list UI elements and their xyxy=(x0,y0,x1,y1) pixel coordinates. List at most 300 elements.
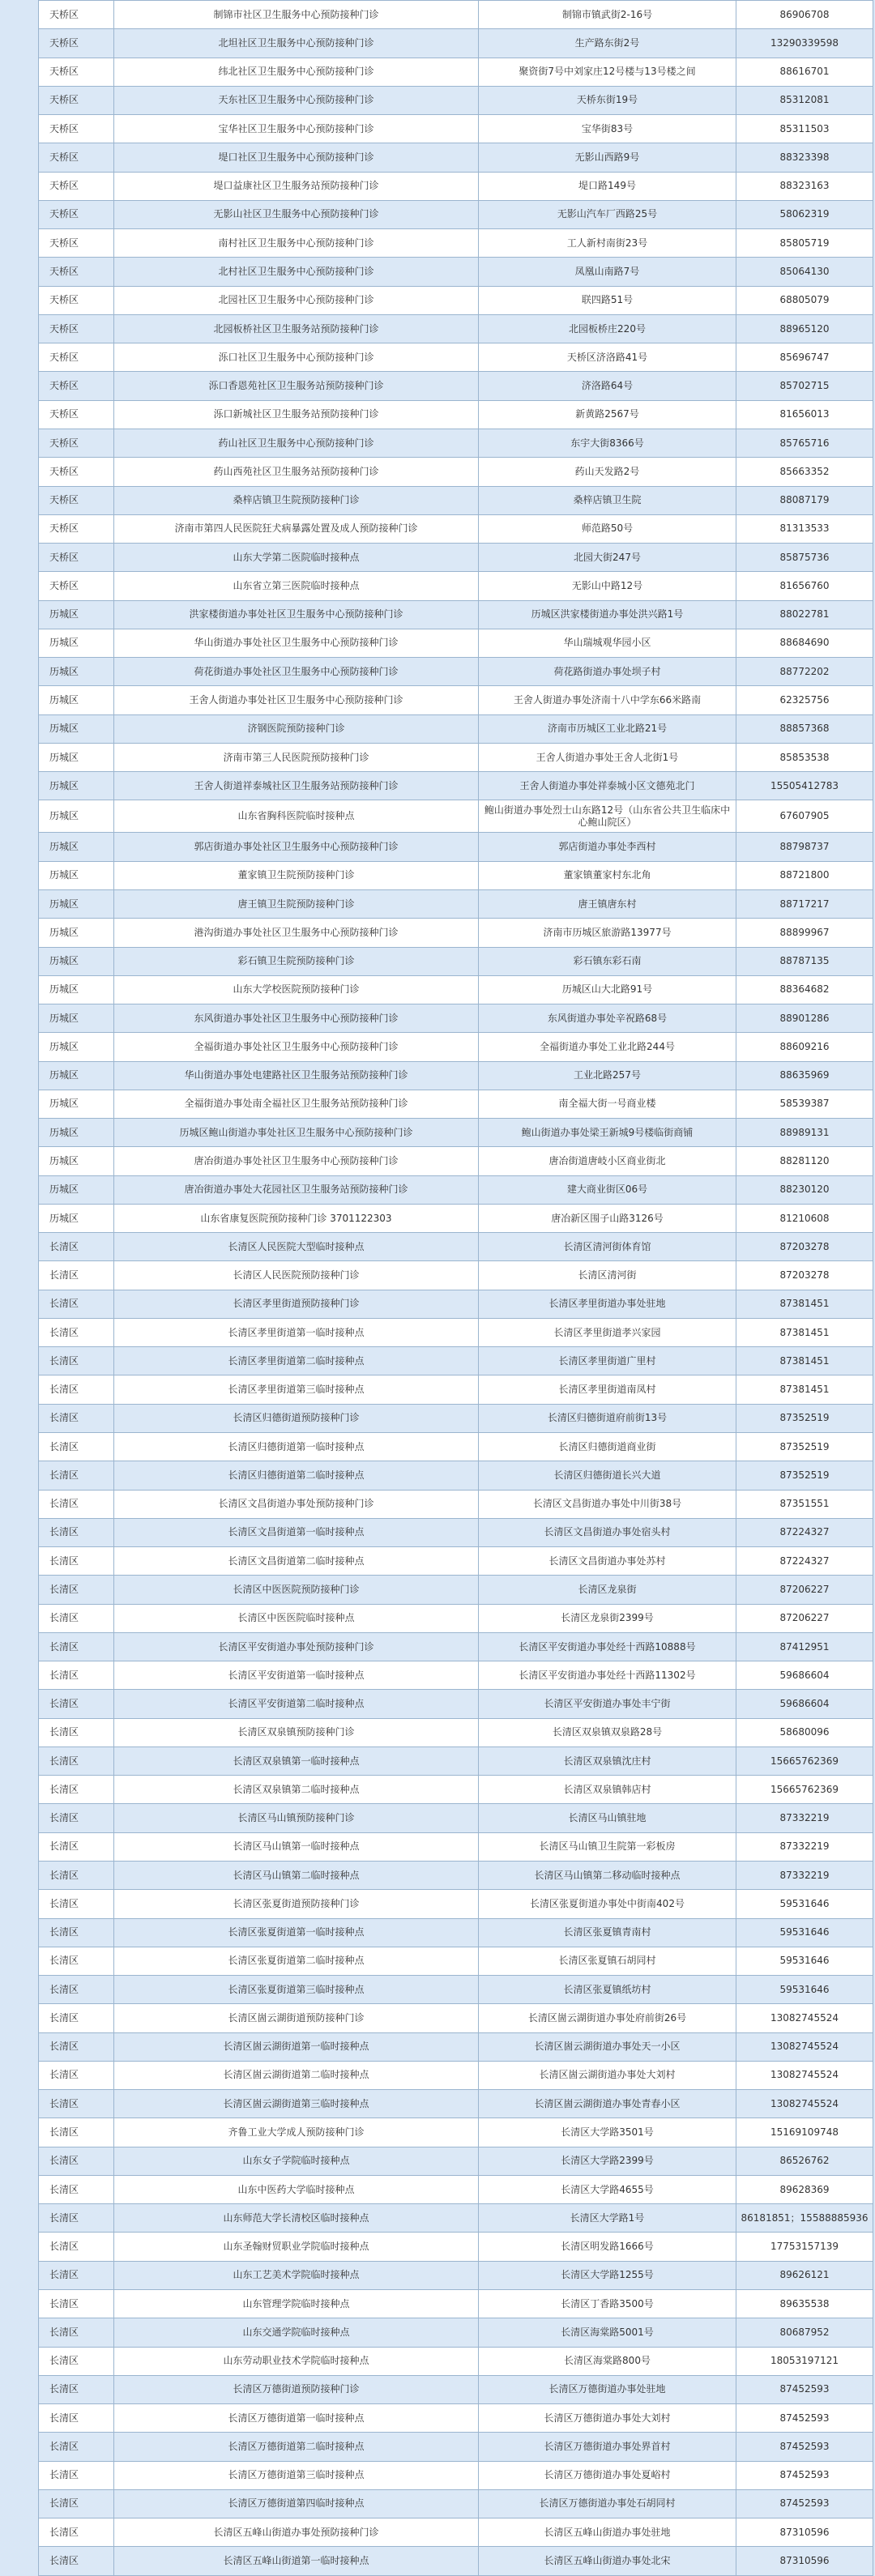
address-cell: 工业北路257号 xyxy=(479,1061,736,1090)
address-cell: 东风街道办事处辛祝路68号 xyxy=(479,1004,736,1033)
address-cell: 凤凰山南路7号 xyxy=(479,258,736,286)
clinic-name-cell: 药山西苑社区卫生服务站预防接种门诊 xyxy=(114,458,479,486)
table-row xyxy=(39,1690,873,1718)
address-cell: 长清区归德街道府前街13号 xyxy=(479,1404,736,1432)
phone-cell: 85853538 xyxy=(736,743,873,771)
clinic-name-cell: 山东大学校医院预防接种门诊 xyxy=(114,975,479,1004)
district-cell: 长清区 xyxy=(39,1746,114,1775)
district-cell: 历城区 xyxy=(39,714,114,743)
address-cell: 长清区双泉镇韩店村 xyxy=(479,1776,736,1804)
clinic-name-cell: 东风街道办事处社区卫生服务中心预防接种门诊 xyxy=(114,1004,479,1033)
address-cell: 建大商业街区06号 xyxy=(479,1175,736,1204)
address-cell: 长清区大学路4655号 xyxy=(479,2175,736,2203)
table-row xyxy=(39,200,873,228)
phone-cell: 88616701 xyxy=(736,58,873,86)
clinic-name-cell: 桑梓店镇卫生院预防接种门诊 xyxy=(114,486,479,514)
table-row xyxy=(39,1433,873,1461)
table-row xyxy=(39,1061,873,1090)
clinic-name-cell: 山东管理学院临时接种点 xyxy=(114,2289,479,2318)
phone-cell: 88364682 xyxy=(736,975,873,1004)
clinic-name-cell: 山东省胸科医院临时接种点 xyxy=(114,800,479,833)
address-cell: 历城区山大北路91号 xyxy=(479,975,736,1004)
table-row xyxy=(39,947,873,975)
phone-cell: 59531646 xyxy=(736,1890,873,1918)
phone-cell: 87310596 xyxy=(736,2547,873,2575)
address-cell: 长清区万德街道办事处石胡同村 xyxy=(479,2489,736,2518)
district-cell: 天桥区 xyxy=(39,514,114,543)
clinic-name-cell: 唐王镇卫生院预防接种门诊 xyxy=(114,889,479,918)
table-row xyxy=(39,1976,873,2004)
district-cell: 长清区 xyxy=(39,1576,114,1604)
district-cell: 天桥区 xyxy=(39,544,114,572)
clinic-name-cell: 长清区文昌街道第一临时接种点 xyxy=(114,1518,479,1546)
district-cell: 长清区 xyxy=(39,2489,114,2518)
district-cell: 长清区 xyxy=(39,2347,114,2375)
table-row xyxy=(39,1090,873,1118)
address-cell: 天桥区济洛路41号 xyxy=(479,343,736,372)
table-row xyxy=(39,429,873,457)
address-cell: 长清区孝里街道广里村 xyxy=(479,1347,736,1375)
district-cell: 历城区 xyxy=(39,600,114,629)
phone-cell: 87452593 xyxy=(736,2461,873,2489)
clinic-name-cell: 长清区张夏街道第一临时接种点 xyxy=(114,1918,479,1947)
phone-cell: 87332219 xyxy=(736,1832,873,1861)
phone-cell: 13082745524 xyxy=(736,2032,873,2061)
phone-cell: 59686604 xyxy=(736,1661,873,1690)
clinic-name-cell: 天东社区卫生服务中心预防接种门诊 xyxy=(114,86,479,114)
address-cell: 唐冶街道唐岐小区商业街北 xyxy=(479,1147,736,1175)
address-cell: 制锦市镇武街2-16号 xyxy=(479,1,736,29)
phone-cell: 88635969 xyxy=(736,1061,873,1090)
district-cell: 长清区 xyxy=(39,2261,114,2289)
phone-cell: 88965120 xyxy=(736,314,873,343)
phone-cell: 81656760 xyxy=(736,572,873,600)
clinic-name-cell: 山东劳动职业技术学院临时接种点 xyxy=(114,2347,479,2375)
district-cell: 长清区 xyxy=(39,1490,114,1518)
phone-cell: 87206227 xyxy=(736,1576,873,1604)
district-cell: 长清区 xyxy=(39,1976,114,2004)
table-row xyxy=(39,2404,873,2433)
table-row xyxy=(39,1804,873,1832)
address-cell: 长清区万德街道办事处界首村 xyxy=(479,2433,736,2461)
table-row xyxy=(39,1347,873,1375)
district-cell: 长清区 xyxy=(39,1947,114,1975)
phone-cell: 87381451 xyxy=(736,1290,873,1318)
clinic-name-cell: 山东交通学院临时接种点 xyxy=(114,2318,479,2347)
table-row xyxy=(39,1947,873,1975)
district-cell: 长清区 xyxy=(39,2090,114,2118)
phone-cell: 87452593 xyxy=(736,2375,873,2403)
table-row xyxy=(39,1776,873,1804)
district-cell: 长清区 xyxy=(39,1604,114,1632)
address-cell: 北园大街247号 xyxy=(479,544,736,572)
district-cell: 长清区 xyxy=(39,1690,114,1718)
phone-cell: 87381451 xyxy=(736,1347,873,1375)
district-cell: 长清区 xyxy=(39,1375,114,1404)
phone-cell: 88230120 xyxy=(736,1175,873,1204)
district-cell: 天桥区 xyxy=(39,429,114,457)
clinic-name-cell: 泺口新城社区卫生服务站预防接种门诊 xyxy=(114,400,479,429)
phone-cell: 85875736 xyxy=(736,544,873,572)
clinic-name-cell: 长清区孝里街道第一临时接种点 xyxy=(114,1318,479,1346)
district-cell: 长清区 xyxy=(39,1318,114,1346)
clinic-name-cell: 南村社区卫生服务中心预防接种门诊 xyxy=(114,229,479,258)
phone-cell: 15505412783 xyxy=(736,772,873,800)
table-row xyxy=(39,1290,873,1318)
phone-cell: 87351551 xyxy=(736,1490,873,1518)
district-cell: 天桥区 xyxy=(39,29,114,58)
phone-cell: 85702715 xyxy=(736,372,873,400)
address-cell: 济南市历城区工业北路21号 xyxy=(479,714,736,743)
clinic-name-cell: 济南市第四人民医院狂犬病暴露处置及成人预防接种门诊 xyxy=(114,514,479,543)
district-cell: 天桥区 xyxy=(39,458,114,486)
phone-cell: 87452593 xyxy=(736,2433,873,2461)
address-cell: 长清区海棠路5001号 xyxy=(479,2318,736,2347)
address-cell: 长清区马山镇驻地 xyxy=(479,1804,736,1832)
district-cell: 天桥区 xyxy=(39,172,114,200)
table-row xyxy=(39,1632,873,1661)
clinic-name-cell: 长清区双泉镇第一临时接种点 xyxy=(114,1746,479,1775)
table-row xyxy=(39,2090,873,2118)
district-cell: 长清区 xyxy=(39,1804,114,1832)
address-cell: 彩石镇东彩石南 xyxy=(479,947,736,975)
phone-cell: 88721800 xyxy=(736,861,873,889)
phone-cell: 13082745524 xyxy=(736,2061,873,2089)
address-cell: 聚资街7号中刘家庄12号楼与13号楼之间 xyxy=(479,58,736,86)
address-cell: 长清区马山镇第二移动临时接种点 xyxy=(479,1862,736,1890)
phone-cell: 87381451 xyxy=(736,1375,873,1404)
address-cell: 长清区双泉镇双泉路28号 xyxy=(479,1718,736,1746)
clinic-name-cell: 长清区万德街道第二临时接种点 xyxy=(114,2433,479,2461)
clinic-name-cell: 长清区五峰山街道第一临时接种点 xyxy=(114,2547,479,2575)
district-cell: 天桥区 xyxy=(39,286,114,314)
table-row xyxy=(39,658,873,686)
district-cell: 历城区 xyxy=(39,947,114,975)
district-cell: 历城区 xyxy=(39,1033,114,1061)
phone-cell: 87352519 xyxy=(736,1461,873,1490)
address-cell: 天桥东街19号 xyxy=(479,86,736,114)
phone-cell: 88609216 xyxy=(736,1033,873,1061)
address-cell: 南全福大街一号商业楼 xyxy=(479,1090,736,1118)
address-cell: 长清区孝里街道孝兴家园 xyxy=(479,1318,736,1346)
address-cell: 工人新村南街23号 xyxy=(479,229,736,258)
table-row xyxy=(39,2061,873,2089)
district-cell: 长清区 xyxy=(39,2061,114,2089)
address-cell: 鲍山街道办事处烈士山东路12号（山东省公共卫生临床中心鲍山院区） xyxy=(479,800,736,833)
table-row xyxy=(39,1147,873,1175)
address-cell: 长清区马山镇卫生院第一彩板房 xyxy=(479,1832,736,1861)
table-row xyxy=(39,2261,873,2289)
clinic-name-cell: 长清区孝里街道预防接种门诊 xyxy=(114,1290,479,1318)
vaccination-site-table xyxy=(38,0,873,2576)
clinic-name-cell: 董家镇卫生院预防接种门诊 xyxy=(114,861,479,889)
clinic-name-cell: 郭店街道办事处社区卫生服务中心预防接种门诊 xyxy=(114,833,479,861)
address-cell: 郭店街道办事处李西村 xyxy=(479,833,736,861)
clinic-name-cell: 唐冶街道办事处大花园社区卫生服务站预防接种门诊 xyxy=(114,1175,479,1204)
phone-cell: 85311503 xyxy=(736,115,873,143)
address-cell: 华山瑞城观华园小区 xyxy=(479,629,736,657)
clinic-name-cell: 长清区孝里街道第二临时接种点 xyxy=(114,1347,479,1375)
clinic-name-cell: 长清区双泉镇第二临时接种点 xyxy=(114,1776,479,1804)
address-cell: 长清区崮云湖街道办事处青春小区 xyxy=(479,2090,736,2118)
table-row xyxy=(39,1547,873,1576)
table-row xyxy=(39,229,873,258)
clinic-name-cell: 长清区孝里街道第三临时接种点 xyxy=(114,1375,479,1404)
phone-cell: 58539387 xyxy=(736,1090,873,1118)
district-cell: 长清区 xyxy=(39,1890,114,1918)
clinic-name-cell: 药山社区卫生服务中心预防接种门诊 xyxy=(114,429,479,457)
district-cell: 历城区 xyxy=(39,889,114,918)
phone-cell: 87381451 xyxy=(736,1318,873,1346)
address-cell: 新黄路2567号 xyxy=(479,400,736,429)
district-cell: 历城区 xyxy=(39,919,114,947)
address-cell: 鲍山街道办事处梁王新城9号楼临街商铺 xyxy=(479,1119,736,1147)
address-cell: 桑梓店镇卫生院 xyxy=(479,486,736,514)
district-cell: 长清区 xyxy=(39,2404,114,2433)
district-cell: 长清区 xyxy=(39,1862,114,1890)
address-cell: 长清区崮云湖街道办事处府前街26号 xyxy=(479,2004,736,2032)
table-row xyxy=(39,343,873,372)
phone-cell: 87206227 xyxy=(736,1604,873,1632)
district-cell: 天桥区 xyxy=(39,314,114,343)
district-cell: 历城区 xyxy=(39,658,114,686)
table-row xyxy=(39,686,873,714)
phone-cell: 87352519 xyxy=(736,1404,873,1432)
table-row xyxy=(39,2489,873,2518)
clinic-name-cell: 济南市第三人民医院预防接种门诊 xyxy=(114,743,479,771)
table-row xyxy=(39,1862,873,1890)
table-row xyxy=(39,544,873,572)
district-cell: 天桥区 xyxy=(39,115,114,143)
clinic-name-cell: 长清区归德街道预防接种门诊 xyxy=(114,1404,479,1432)
clinic-name-cell: 山东省立第三医院临时接种点 xyxy=(114,572,479,600)
clinic-name-cell: 山东圣翰财贸职业学院临时接种点 xyxy=(114,2233,479,2261)
clinic-name-cell: 洪家楼街道办事处社区卫生服务中心预防接种门诊 xyxy=(114,600,479,629)
table-row xyxy=(39,1461,873,1490)
address-cell: 济南市历城区旅游路13977号 xyxy=(479,919,736,947)
clinic-name-cell: 长清区张夏街道预防接种门诊 xyxy=(114,1890,479,1918)
address-cell: 长清区五峰山街道办事处北宋 xyxy=(479,2547,736,2575)
phone-cell: 85805719 xyxy=(736,229,873,258)
table-row xyxy=(39,2118,873,2147)
clinic-name-cell: 长清区崮云湖街道第三临时接种点 xyxy=(114,2090,479,2118)
table-row xyxy=(39,1175,873,1204)
clinic-name-cell: 山东工艺美术学院临时接种点 xyxy=(114,2261,479,2289)
address-cell: 长清区海棠路800号 xyxy=(479,2347,736,2375)
phone-cell: 88087179 xyxy=(736,486,873,514)
table-row xyxy=(39,889,873,918)
address-cell: 联四路51号 xyxy=(479,286,736,314)
district-cell: 长清区 xyxy=(39,2289,114,2318)
clinic-name-cell: 长清区马山镇预防接种门诊 xyxy=(114,1804,479,1832)
phone-cell: 89628369 xyxy=(736,2175,873,2203)
phone-cell: 87332219 xyxy=(736,1862,873,1890)
table-row xyxy=(39,1375,873,1404)
phone-cell: 87332219 xyxy=(736,1804,873,1832)
address-cell: 长清区崮云湖街道办事处天一小区 xyxy=(479,2032,736,2061)
district-cell: 长清区 xyxy=(39,2547,114,2575)
table-row xyxy=(39,1518,873,1546)
address-cell: 长清区清河街 xyxy=(479,1261,736,1290)
district-cell: 历城区 xyxy=(39,1119,114,1147)
clinic-name-cell: 长清区文昌街道第二临时接种点 xyxy=(114,1547,479,1576)
clinic-name-cell: 山东省康复医院预防接种门诊 3701122303 xyxy=(114,1204,479,1232)
address-cell: 长清区文昌街道办事处苏村 xyxy=(479,1547,736,1576)
phone-cell: 88899967 xyxy=(736,919,873,947)
table-row xyxy=(39,2204,873,2233)
clinic-name-cell: 长清区归德街道第一临时接种点 xyxy=(114,1433,479,1461)
district-cell: 长清区 xyxy=(39,1518,114,1546)
phone-cell: 88684690 xyxy=(736,629,873,657)
table-row xyxy=(39,172,873,200)
phone-cell: 88901286 xyxy=(736,1004,873,1033)
phone-cell: 15665762369 xyxy=(736,1746,873,1775)
phone-cell: 59686604 xyxy=(736,1690,873,1718)
table-row xyxy=(39,258,873,286)
phone-cell: 17753157139 xyxy=(736,2233,873,2261)
phone-cell: 88787135 xyxy=(736,947,873,975)
phone-cell: 85663352 xyxy=(736,458,873,486)
phone-cell: 87452593 xyxy=(736,2404,873,2433)
table-row xyxy=(39,1604,873,1632)
table-row xyxy=(39,2289,873,2318)
address-cell: 长清区双泉镇沈庄村 xyxy=(479,1746,736,1775)
clinic-name-cell: 长清区马山镇第一临时接种点 xyxy=(114,1832,479,1861)
table-row xyxy=(39,86,873,114)
table-row xyxy=(39,629,873,657)
clinic-name-cell: 北园板桥社区卫生服务站预防接种门诊 xyxy=(114,314,479,343)
phone-cell: 88323163 xyxy=(736,172,873,200)
clinic-name-cell: 荷花街道办事处社区卫生服务中心预防接种门诊 xyxy=(114,658,479,686)
table-row xyxy=(39,1576,873,1604)
table-row xyxy=(39,1318,873,1346)
table-row xyxy=(39,2233,873,2261)
table-row xyxy=(39,861,873,889)
clinic-name-cell: 彩石镇卫生院预防接种门诊 xyxy=(114,947,479,975)
clinic-name-cell: 长清区马山镇第二临时接种点 xyxy=(114,1862,479,1890)
address-cell: 长清区崮云湖街道办事处大刘村 xyxy=(479,2061,736,2089)
clinic-name-cell: 华山街道办事处电建路社区卫生服务站预防接种门诊 xyxy=(114,1061,479,1090)
district-cell: 天桥区 xyxy=(39,258,114,286)
district-cell: 长清区 xyxy=(39,1632,114,1661)
district-cell: 天桥区 xyxy=(39,486,114,514)
phone-cell: 89626121 xyxy=(736,2261,873,2289)
phone-cell: 87452593 xyxy=(736,2489,873,2518)
clinic-name-cell: 齐鲁工业大学成人预防接种门诊 xyxy=(114,2118,479,2147)
phone-cell: 13290339598 xyxy=(736,29,873,58)
district-cell: 长清区 xyxy=(39,2147,114,2175)
phone-cell: 58062319 xyxy=(736,200,873,228)
address-cell: 长清区张夏镇青南村 xyxy=(479,1918,736,1947)
table-row xyxy=(39,1718,873,1746)
district-cell: 历城区 xyxy=(39,1004,114,1033)
clinic-name-cell: 泺口社区卫生服务中心预防接种门诊 xyxy=(114,343,479,372)
address-cell: 长清区归德街道商业街 xyxy=(479,1433,736,1461)
district-cell: 长清区 xyxy=(39,1547,114,1576)
phone-cell: 68805079 xyxy=(736,286,873,314)
district-cell: 长清区 xyxy=(39,1832,114,1861)
clinic-name-cell: 山东大学第二医院临时接种点 xyxy=(114,544,479,572)
district-cell: 天桥区 xyxy=(39,229,114,258)
table-row xyxy=(39,572,873,600)
phone-cell: 88772202 xyxy=(736,658,873,686)
district-cell: 长清区 xyxy=(39,1776,114,1804)
clinic-name-cell: 宝华社区卫生服务中心预防接种门诊 xyxy=(114,115,479,143)
address-cell: 历城区洪家楼街道办事处洪兴路1号 xyxy=(479,600,736,629)
address-cell: 长清区龙泉街2399号 xyxy=(479,1604,736,1632)
address-cell: 东宇大街8366号 xyxy=(479,429,736,457)
clinic-name-cell: 王舍人街道祥泰城社区卫生服务站预防接种门诊 xyxy=(114,772,479,800)
district-cell: 历城区 xyxy=(39,975,114,1004)
district-cell: 天桥区 xyxy=(39,200,114,228)
phone-cell: 81313533 xyxy=(736,514,873,543)
district-cell: 长清区 xyxy=(39,2118,114,2147)
district-cell: 历城区 xyxy=(39,1147,114,1175)
district-cell: 长清区 xyxy=(39,1290,114,1318)
district-cell: 长清区 xyxy=(39,2032,114,2061)
phone-cell: 87352519 xyxy=(736,1433,873,1461)
table-row xyxy=(39,2461,873,2489)
clinic-name-cell: 唐冶街道办事处社区卫生服务中心预防接种门诊 xyxy=(114,1147,479,1175)
table-body xyxy=(39,1,873,2576)
district-cell: 历城区 xyxy=(39,861,114,889)
address-cell: 长清区丁香路3500号 xyxy=(479,2289,736,2318)
clinic-name-cell: 山东中医药大学临时接种点 xyxy=(114,2175,479,2203)
phone-cell: 15665762369 xyxy=(736,1776,873,1804)
clinic-name-cell: 泺口香恩苑社区卫生服务站预防接种门诊 xyxy=(114,372,479,400)
district-cell: 天桥区 xyxy=(39,143,114,172)
address-cell: 长清区大学路1255号 xyxy=(479,2261,736,2289)
clinic-name-cell: 长清区张夏街道第二临时接种点 xyxy=(114,1947,479,1975)
district-cell: 历城区 xyxy=(39,743,114,771)
address-cell: 唐冶新区围子山路3126号 xyxy=(479,1204,736,1232)
phone-cell: 59531646 xyxy=(736,1918,873,1947)
phone-cell: 87224327 xyxy=(736,1518,873,1546)
phone-cell: 85312081 xyxy=(736,86,873,114)
table-row xyxy=(39,1233,873,1261)
clinic-name-cell: 长清区崮云湖街道预防接种门诊 xyxy=(114,2004,479,2032)
district-cell: 历城区 xyxy=(39,686,114,714)
table-row xyxy=(39,115,873,143)
table-row xyxy=(39,29,873,58)
table-row xyxy=(39,372,873,400)
table-row xyxy=(39,772,873,800)
phone-cell: 88798737 xyxy=(736,833,873,861)
table-row xyxy=(39,1033,873,1061)
clinic-name-cell: 济钢医院预防接种门诊 xyxy=(114,714,479,743)
table-row xyxy=(39,600,873,629)
table-row xyxy=(39,2175,873,2203)
clinic-name-cell: 华山街道办事处社区卫生服务中心预防接种门诊 xyxy=(114,629,479,657)
address-cell: 全福街道办事处工业北路244号 xyxy=(479,1033,736,1061)
phone-cell: 59531646 xyxy=(736,1947,873,1975)
phone-cell: 81210608 xyxy=(736,1204,873,1232)
clinic-name-cell: 王舍人街道办事处社区卫生服务中心预防接种门诊 xyxy=(114,686,479,714)
clinic-name-cell: 北村社区卫生服务中心预防接种门诊 xyxy=(114,258,479,286)
district-cell: 长清区 xyxy=(39,1261,114,1290)
district-cell: 天桥区 xyxy=(39,372,114,400)
table-row xyxy=(39,800,873,833)
table-row xyxy=(39,2032,873,2061)
table-row xyxy=(39,1890,873,1918)
phone-cell: 13082745524 xyxy=(736,2004,873,2032)
district-cell: 历城区 xyxy=(39,833,114,861)
district-cell: 历城区 xyxy=(39,1175,114,1204)
district-cell: 长清区 xyxy=(39,2518,114,2547)
district-cell: 长清区 xyxy=(39,1918,114,1947)
clinic-name-cell: 纬北社区卫生服务中心预防接种门诊 xyxy=(114,58,479,86)
address-cell: 长清区孝里街道办事处驻地 xyxy=(479,1290,736,1318)
